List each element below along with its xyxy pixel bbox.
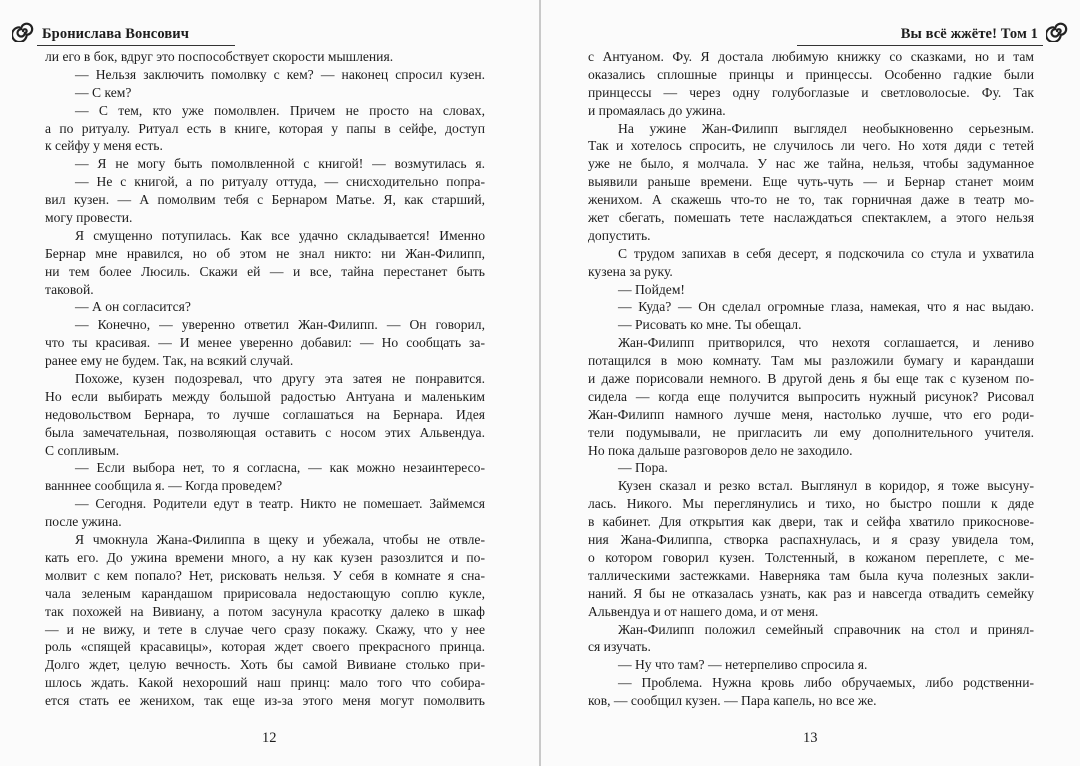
right-page-number: 13 — [803, 730, 818, 746]
left-page — [0, 0, 539, 766]
text-line: ния Жана-Филиппа, створка распахнулась, и я сразу увидела том, — [588, 532, 1034, 548]
text-line: Жан-Филипп намного лучше меня, настолько лучше, что его роди- — [588, 406, 1034, 422]
text-line: принцессы — через одну голубоглазые и светловолосые. Фу. Так — [588, 84, 1034, 100]
text-line: Альвендуа и от нашего дома, и от меня. — [588, 603, 819, 619]
text-line: роль «спящей красавицы», которая ждет своего прекрасного принца. — [45, 639, 485, 655]
spiral-ornament-icon — [1046, 20, 1068, 42]
text-line: — Проблема. Нужна кровь либо обручаемых, либо родственни- — [618, 675, 1034, 691]
text-line: женихом. А скажешь что-то не то, так горничная даже в театр мо- — [588, 192, 1034, 208]
text-line: после ужина. — [45, 514, 122, 530]
text-line: допустить. — [588, 227, 651, 243]
text-line: На ужине Жан-Филипп выглядел необыкновенно серьезным. — [618, 120, 1034, 136]
text-line: — Рисовать ко мне. Ты обещал. — [618, 317, 802, 333]
text-line: наний. Я бы не отказалась узнать, как раз и навсегда отвадить семейку — [588, 585, 1034, 601]
text-line: Жан-Филипп притворился, что нехотя соглашается, и лениво — [618, 335, 1034, 351]
left-running-header — [12, 20, 235, 46]
text-line: — Пора. — [618, 460, 668, 476]
left-body-text — [45, 48, 485, 710]
text-line: Жан-Филипп положил семейный справочник на стол и принял- — [618, 621, 1034, 637]
text-line: уже не было, я молчала. У нас же тайна, нельзя, чтобы задуманное — [588, 156, 1034, 172]
text-line: — С тем, кто уже помолвлен. Причем не просто на словах, — [75, 102, 485, 118]
text-line: — и не вижу, и тете в случае чего сразу покажу. Скажу, что у нее — [45, 621, 485, 637]
text-line: Но пока дальше разговоров дело не заходило. — [588, 442, 853, 458]
text-line: Бернар мне нравился, но об этом не знал никто: ни Жан-Филипп, — [45, 245, 485, 261]
header-rule — [37, 45, 235, 46]
text-line: — Если выбора нет, то я согласна, — как можно незаинтересо- — [75, 460, 485, 476]
text-line: ся изучать. — [588, 639, 651, 655]
text-line: — Ну что там? — нетерпеливо спросила я. — [618, 657, 868, 673]
text-line: в кабинет. Для открытия как двери, так и сейфа хватило прикоснове- — [588, 514, 1034, 530]
text-line: была замечательная, позволяющая оставить с носом этих Альвендуа. — [45, 424, 485, 440]
header-rule — [797, 45, 1043, 46]
text-line: ранее ему не будем. Так, на всякий случай. — [45, 353, 294, 369]
text-line: к сейфу у меня есть. — [45, 138, 163, 154]
text-line: Кузен сказал и резко встал. Выглянул в коридор, я тоже высуну- — [618, 478, 1034, 494]
text-line: С трудом запихав в себя десерт, я подскочила со стула и ухватила — [618, 245, 1034, 261]
text-line: и даже порисовали немного. В другой день я бы еще так с кузеном по- — [588, 371, 1034, 387]
text-line: — Не с книгой, а по ритуалу оттуда, — снисходительно попра- — [75, 174, 485, 190]
text-line: ванннее сообщила я. — Когда проведем? — [45, 478, 283, 494]
text-line: Похоже, кузен подозревал, что другу эта затея не понравится. — [75, 371, 485, 387]
text-line: — Куда? — Он сделал огромные глаза, намекая, что я нас выдаю. — [618, 299, 1034, 315]
text-line: так похожей на Вивиану, а потом засунула красотку далеко в шкаф — [45, 603, 485, 619]
right-body-text — [588, 48, 1034, 710]
text-line: Но если выбирать между большой радостью Антуана и маленьким — [45, 388, 485, 404]
text-line: вил кузен. — А помолвим тебя с Бернаром Матье. Я, как старший, — [45, 192, 485, 208]
header-book-title: Вы всё жжёте! Том 1 — [900, 26, 1038, 42]
text-line: с Антуаном. Фу. Я достала любимую книжку со сказками, но и там — [588, 49, 1034, 64]
text-line: С сопливым. — [45, 442, 120, 458]
text-line: что ты красивая. — И менее уверенно добавил: — Но сообщать за- — [45, 335, 485, 351]
text-line: недовольством Бернара, то лучше соглашаться на Бернара. Идея — [45, 406, 485, 422]
text-line: ется стать ее женихом, так еще из-за этого меня могут помолвить — [45, 693, 485, 709]
text-line: а по ритуалу. Ритуал есть в книге, которая у папы в сейфе, доступ — [45, 120, 485, 136]
header-author-name: Брониславa Вонсович — [42, 26, 189, 42]
right-page — [541, 0, 1080, 766]
text-line: таллическими застежками. Наверняка там была куча полезных закли- — [588, 567, 1034, 583]
text-line: — С кем? — [75, 84, 132, 100]
text-line: могу провести. — [45, 210, 133, 226]
text-line: ни тем более Люсиль. Скажи ей — и все, тайна перестанет быть — [45, 263, 485, 279]
text-line: выявили раньше времени. Еще чуть-чуть — и Бернар станет моим — [588, 174, 1034, 190]
text-line: — Пойдем! — [618, 281, 685, 297]
text-line: Долго ждет, целую вечность. Хоть бы самой Вивиане столько при- — [45, 657, 485, 673]
right-running-header — [797, 20, 1068, 46]
text-line: Я смущенно потупилась. Как все удачно складывается! Именно — [75, 227, 485, 243]
text-line: о котором говорил кузен. Толстенный, в кожаном переплете, с ме- — [588, 549, 1034, 565]
text-line: оказались сплошные принцы и принцессы. Особенно гадкие были — [588, 66, 1034, 82]
text-line: — Я не могу быть помолвленной с книгой! — возмутилась я. — [75, 156, 485, 172]
text-line: чала зеленым карандашом пририсовала недостающую соплю кукле, — [45, 585, 485, 601]
left-page-number: 12 — [262, 730, 277, 746]
text-line: — Сегодня. Родители едут в театр. Никто не помешает. Займемся — [75, 496, 485, 512]
text-line: — Конечно, — уверенно ответил Жан-Филипп. — Он говорил, — [75, 317, 485, 333]
text-line: — Нельзя заключить помолвку с кем? — наконец спросил кузен. — [75, 66, 485, 82]
text-line: и промаялась до ужина. — [588, 102, 726, 118]
text-line: жет сбегать, помешать тете наслаждаться спектаклем, а этого нельзя — [588, 210, 1034, 226]
text-line: кузена за руку. — [588, 263, 673, 279]
text-line: ков, — сообщил кузен. — Пара капель, но все же. — [588, 693, 877, 709]
text-line: тели подумывали, не пригласить ли ему дополнительного учителя. — [588, 424, 1034, 440]
text-line: шлось ждать. Какой нехороший наш принц: мало того что собира- — [45, 675, 485, 691]
text-line: кать его. До ужина времени много, а ну как кузен разозлится и по- — [45, 549, 485, 565]
text-line: ли его в бок, вдруг это поспособствует скорости мышления. — [45, 49, 394, 64]
text-line: сидела — когда еще получится выпросить нужный рисунок? Рисовал — [588, 388, 1034, 404]
text-line: — А он согласится? — [75, 299, 191, 315]
text-line: Так и хотелось спросить, не случилось ли чего. Но хотя дяди с тетей — [588, 138, 1034, 154]
text-line: Я чмокнула Жана-Филиппа в щеку и убежала, чтобы не отвле- — [75, 532, 485, 548]
text-line: таковой. — [45, 281, 94, 297]
text-line: лась. Никого. Мы переглянулись и тихо, но быстро пошли к дяде — [588, 496, 1034, 512]
text-line: потащился в мою комнату. Там мы разложили бумагу и карандаши — [588, 353, 1034, 369]
spiral-ornament-icon — [12, 20, 34, 42]
text-line: молвит с кем попало? Нет, рисковать нельзя. У себя в комнате я сна- — [45, 567, 485, 583]
